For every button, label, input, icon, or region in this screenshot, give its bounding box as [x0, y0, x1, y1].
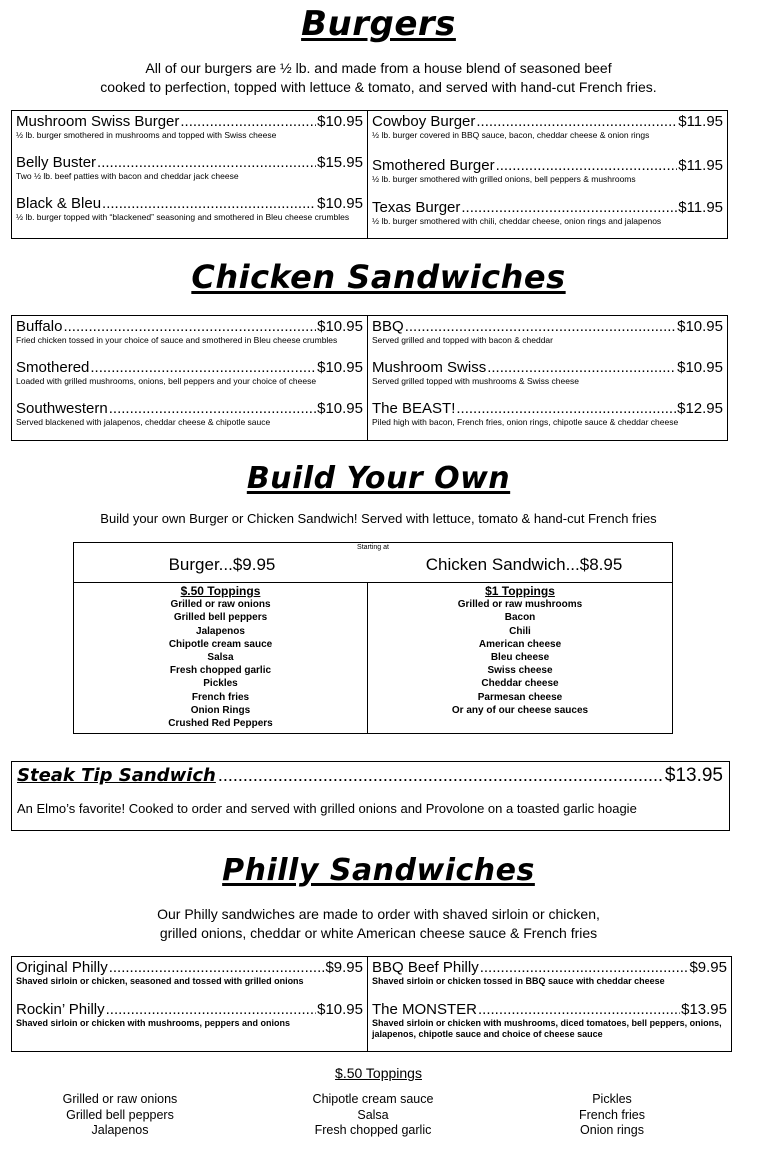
chicken-left-column: [12, 316, 368, 440]
item-name: Smothered Burger: [372, 157, 495, 174]
menu-item[interactable]: [16, 959, 363, 987]
item-price: $10.95: [317, 195, 363, 212]
philly-toppings-column-3: [552, 1092, 672, 1139]
item-description: ½ lb. burger topped with “blackened” seasoning and smothered in Bleu cheese crumbles: [16, 212, 350, 222]
item-description: Shaved sirloin or chicken tossed in BBQ sauce with cheddar cheese: [372, 976, 665, 986]
chicken-right-column: [368, 316, 727, 440]
topping-item: Jalapenos: [91, 1123, 149, 1137]
steak-price: $13.95: [664, 765, 723, 786]
topping-item: Bleu cheese: [490, 652, 550, 664]
philly-toppings-column-1: [40, 1092, 200, 1139]
item-description: Shaved sirloin or chicken with mushrooms, diced tomatoes, bell peppers, onions, jalapenos, chipotle sauce and choice of cheese sauce: [372, 1018, 722, 1039]
item-description: Served grilled and topped with bacon & cheddar: [372, 335, 553, 345]
item-description: Piled high with bacon, French fries, onion rings, chipotle sauce & cheddar cheese: [372, 417, 679, 427]
item-price: $10.95: [677, 359, 723, 376]
menu-item[interactable]: [372, 157, 723, 185]
build-divider-horizontal: [74, 582, 672, 583]
topping-item: Bacon: [504, 612, 536, 624]
menu-item[interactable]: [16, 400, 363, 428]
item-name: BBQ: [372, 318, 404, 335]
item-description: Fried chicken tossed in your choice of sauce and smothered in Bleu cheese crumbles: [16, 335, 338, 345]
item-price: $10.95: [317, 113, 363, 130]
item-price: $11.95: [678, 157, 723, 174]
build-heading: [0, 461, 757, 496]
item-description: Two ½ lb. beef patties with bacon and cheddar jack cheese: [16, 171, 239, 181]
item-description: Shaved sirloin or chicken with mushrooms, peppers and onions: [16, 1018, 291, 1028]
topping-item: Grilled or raw onions: [62, 1092, 178, 1106]
menu-item[interactable]: [372, 199, 723, 227]
item-name: Black & Bleu: [16, 195, 102, 212]
topping-item: Pickles: [203, 678, 238, 690]
build-chicken-price: Chicken Sandwich...$8.95: [425, 555, 623, 574]
item-name: Rockin’ Philly: [16, 1001, 105, 1018]
item-name: Smothered: [16, 359, 90, 376]
topping-item: Onion Rings: [190, 704, 251, 716]
item-description: ½ lb. burger covered in BBQ sauce, bacon, cheddar cheese & onion rings: [372, 130, 650, 140]
burgers-intro-line-1: All of our burgers are ½ lb. and made from a house blend of seasoned beef: [145, 60, 612, 76]
menu-item[interactable]: [372, 113, 723, 141]
burgers-heading: [0, 4, 757, 44]
steak-description: An Elmo’s favorite! Cooked to order and served with grilled onions and Provolone on a toasted garlic hoagie: [17, 801, 637, 816]
topping-item: Salsa: [357, 1107, 389, 1122]
topping-item: Chipotle cream sauce: [312, 1092, 434, 1106]
topping-item: Fresh chopped garlic: [169, 665, 272, 677]
topping-item: Grilled or raw mushrooms: [457, 599, 583, 611]
item-name: The MONSTER: [372, 1001, 478, 1018]
philly-intro-line-2: grilled onions, cheddar or white American cheese sauce & French fries: [159, 925, 598, 941]
philly-heading: [0, 853, 757, 888]
item-name: The BEAST!: [372, 400, 456, 417]
menu-item[interactable]: [372, 318, 723, 346]
topping-item: Pickles: [592, 1092, 632, 1106]
menu-item[interactable]: [16, 318, 363, 346]
philly-intro: [0, 905, 757, 943]
item-name: Mushroom Swiss: [372, 359, 487, 376]
build-title: Build Your Own: [246, 461, 511, 496]
topping-item: Onion rings: [580, 1123, 644, 1137]
build-intro: Build your own Burger or Chicken Sandwich! Served with lettuce, tomato & hand-cut French fries: [100, 511, 657, 526]
burgers-title: Burgers: [301, 4, 456, 44]
item-price: $10.95: [317, 359, 363, 376]
item-description: ½ lb. burger smothered with grilled onions, bell peppers & mushrooms: [372, 174, 636, 184]
build-left-toppings: [74, 585, 367, 730]
item-price: $15.95: [317, 154, 363, 171]
topping-item: Jalapenos: [196, 625, 245, 637]
toppings-label: $1 Toppings: [485, 584, 555, 598]
item-description: Served blackened with jalapenos, cheddar cheese & chipotle sauce: [16, 417, 271, 427]
item-name: Belly Buster: [16, 154, 97, 171]
item-name: Mushroom Swiss Burger: [16, 113, 180, 130]
philly-intro-line-1: Our Philly sandwiches are made to order with shaved sirloin or chicken,: [157, 906, 600, 922]
build-starting-at: Starting at: [357, 544, 389, 551]
item-price: $10.95: [317, 318, 363, 335]
topping-item: Chili: [509, 625, 531, 637]
toppings-label: $.50 Toppings: [180, 584, 261, 598]
philly-box: [11, 956, 732, 1052]
item-price: $13.95: [681, 1001, 727, 1018]
item-description: ½ lb. burger smothered with chili, cheddar cheese, onion rings and jalapenos: [372, 216, 662, 226]
item-description: Shaved sirloin or chicken, seasoned and tossed with grilled onions: [16, 976, 304, 986]
topping-item: French fries: [191, 691, 250, 703]
menu-item[interactable]: [16, 1001, 363, 1029]
chicken-box: [11, 315, 728, 441]
topping-item: Grilled or raw onions: [170, 599, 271, 611]
menu-item[interactable]: [16, 113, 363, 141]
steak-box[interactable]: [11, 761, 730, 831]
build-box: [73, 542, 673, 734]
topping-item: Parmesan cheese: [477, 691, 563, 703]
item-price: $9.95: [325, 959, 363, 976]
build-burger-price: Burger...$9.95: [168, 555, 276, 574]
item-description: Loaded with grilled mushrooms, onions, bell peppers and your choice of cheese: [16, 376, 317, 386]
item-name: Buffalo: [16, 318, 63, 335]
burgers-box: [11, 110, 728, 239]
item-description: Served grilled topped with mushrooms & Swiss cheese: [372, 376, 579, 386]
philly-right-column: [368, 957, 731, 1051]
build-right-toppings: [368, 585, 672, 717]
burgers-right-column: [368, 111, 727, 238]
topping-item: Swiss cheese: [487, 665, 553, 677]
chicken-heading: [0, 258, 757, 296]
menu-item[interactable]: [16, 154, 363, 182]
item-name: Southwestern: [16, 400, 108, 417]
menu-item[interactable]: [16, 195, 363, 223]
item-name: Cowboy Burger: [372, 113, 476, 130]
topping-item: American cheese: [478, 638, 562, 650]
burgers-left-column: [12, 111, 368, 238]
philly-toppings-column-2: [283, 1092, 463, 1139]
topping-item: Fresh chopped garlic: [314, 1123, 432, 1137]
menu-item[interactable]: [16, 359, 363, 387]
menu-item[interactable]: [372, 959, 727, 987]
item-name: BBQ Beef Philly: [372, 959, 479, 976]
item-price: $10.95: [317, 1001, 363, 1018]
topping-item: Chipotle cream sauce: [168, 638, 273, 650]
menu-item[interactable]: [372, 359, 723, 387]
topping-item: Crushed Red Peppers: [168, 718, 273, 730]
philly-left-column: [12, 957, 368, 1051]
topping-item: French fries: [579, 1107, 645, 1122]
item-price: $9.95: [689, 959, 727, 976]
item-price: $10.95: [317, 400, 363, 417]
item-price: $12.95: [677, 400, 723, 417]
topping-item: Or any of our cheese sauces: [451, 704, 589, 716]
steak-name: Steak Tip Sandwich: [17, 765, 216, 786]
menu-item[interactable]: [372, 1001, 727, 1039]
philly-toppings-label: $.50 Toppings: [335, 1065, 422, 1081]
burgers-intro: [0, 59, 757, 97]
menu-item[interactable]: [372, 400, 723, 428]
item-description: ½ lb. burger smothered in mushrooms and topped with Swiss cheese: [16, 130, 277, 140]
topping-item: Cheddar cheese: [481, 678, 559, 690]
topping-item: Salsa: [207, 652, 234, 664]
burgers-intro-line-2: cooked to perfection, topped with lettuce & tomato, and served with hand-cut French fries.: [100, 79, 657, 95]
item-price: $10.95: [677, 318, 723, 335]
item-name: Original Philly: [16, 959, 108, 976]
item-name: Texas Burger: [372, 199, 461, 216]
chicken-title: Chicken Sandwiches: [191, 258, 566, 296]
topping-item: Grilled bell peppers: [66, 1107, 174, 1122]
item-price: $11.95: [678, 199, 723, 216]
philly-title: Philly Sandwiches: [222, 853, 535, 888]
topping-item: Grilled bell peppers: [173, 612, 268, 624]
item-price: $11.95: [678, 113, 723, 130]
steak-name-row: [17, 765, 723, 787]
